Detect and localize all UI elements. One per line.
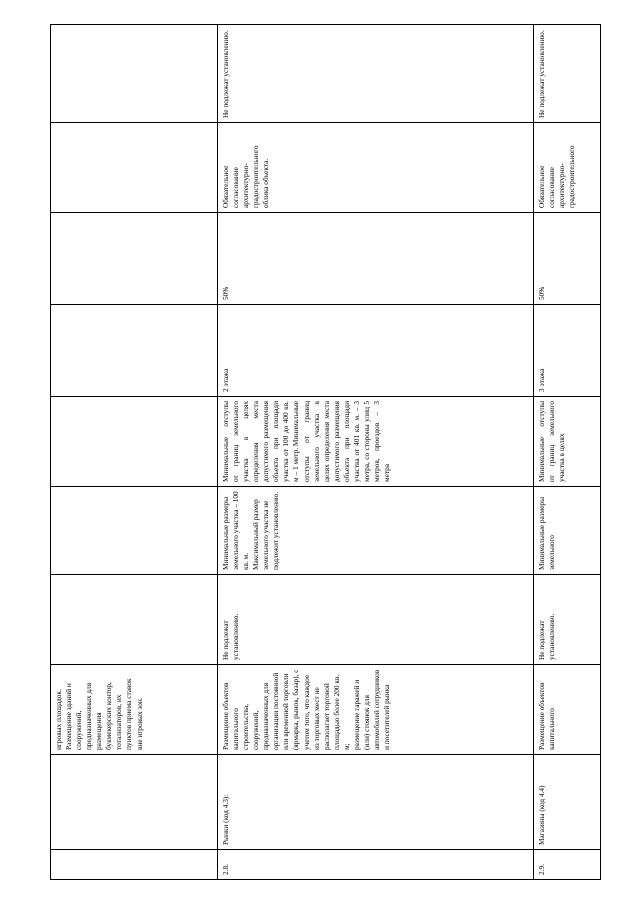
cell-restrictions [51,25,218,123]
cell-floors: 3 этажа [534,305,601,397]
cell-setbacks: Минимальные отступы от границ земельного участка в целях определения места допустимого размещения объекта при площади участка от 100 до 400 кв. м – 1 метр. Минимальные отступы от границ земельного участка в целях определения места допустимого размещения объекта при площади участка от 401 кв. м. – 3 метра, со стороны улиц 5 метров, проездов – 3 метра [218,397,534,487]
description-paragraph: Размещение объектов капитального строительства, сооружений, предназначенных для организации постоянной или временной торговли (ярмарка, рынок, базар), с учетом того, что каждое из торговых мест не располагает торговой площадью более 200 кв. м; [221,669,351,750]
cell-max-area [51,575,218,665]
description-paragraph: Размещение зданий и сооружений, предназначенных для размещения букмекерских контор, тотализаторов, их пунктов приема ставок вне игровых зон. [64,678,144,750]
cell-requirements [51,123,218,213]
table-row [534,25,601,880]
cell-description [218,665,534,755]
cell-num: 2.9. [534,850,601,880]
cell-description [534,665,601,755]
description-paragraph: игровых площадок. [54,689,63,750]
min-area-paragraph: Максимальный размер земельного участка не подлежит установлению. [251,491,281,570]
cell-restrictions: Не подлежат установлению. [218,25,534,123]
cell-requirements: Обязательное согласование архитектурно-градостроительного [534,123,601,213]
min-area-paragraph: Минимальные размеры земельного участка – 100 кв. м. [221,491,251,570]
description-paragraph: Размещение объектов капитального [537,682,557,750]
table-row [51,25,218,880]
table-body [51,25,601,880]
min-area-paragraph: Минимальные размеры земельного [537,497,557,570]
cell-min-area [218,487,534,575]
cell-num: 2.8. [218,850,534,880]
cell-coverage [51,213,218,305]
cell-max-area: Не подлежат установлению. [218,575,534,665]
cell-name: Рынки (код 4.3): [218,755,534,850]
cell-floors: 2 этажа [218,305,534,397]
cell-restrictions: Не подлежат установлению. [534,25,601,123]
cell-description [51,665,218,755]
cell-setbacks [51,397,218,487]
description-paragraph: размещение гаражей и (или) стоянок для автомобилей сотрудников и посетителей рынка [351,669,391,750]
cell-name [51,755,218,850]
cell-setbacks: Минимальные отступы от границ земельного участка в целях [534,397,601,487]
cell-min-area [51,487,218,575]
cell-min-area [534,487,601,575]
cell-requirements: Обязательное согласование архитектурно-градостроительного облика объекта. [218,123,534,213]
cell-floors [51,305,218,397]
cell-num [51,850,218,880]
rotated-table-container [50,25,600,880]
cell-coverage: 50% [534,213,601,305]
cell-max-area: Не подлежат установлению. [534,575,601,665]
cell-name: Магазины (код 4.4) [534,755,601,850]
cell-coverage: 50% [218,213,534,305]
zoning-table [50,24,601,880]
table-row [218,25,534,880]
